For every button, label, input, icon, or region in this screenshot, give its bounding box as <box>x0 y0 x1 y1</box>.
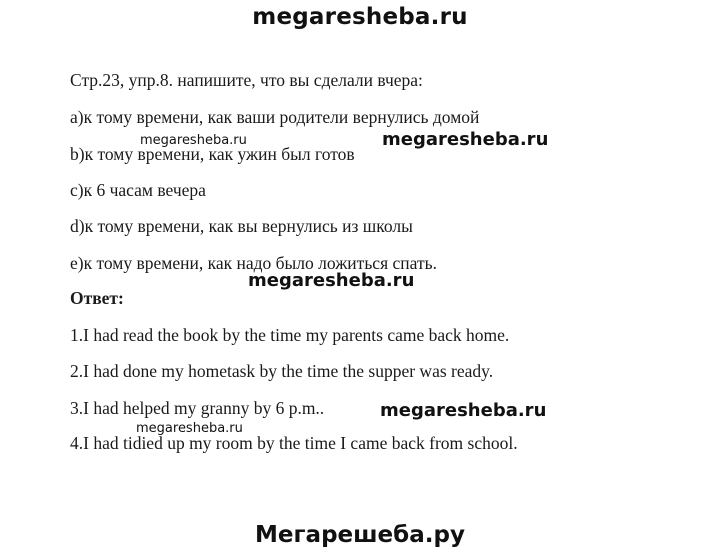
answer-heading: Ответ: <box>70 288 124 308</box>
task-item-b: b)к тому времени, как ужин был готов <box>70 144 355 164</box>
task-item-a: а)к тому времени, как ваши родители вернулись домой <box>70 107 480 127</box>
task-item-e: е)к тому времени, как надо было ложиться спать. <box>70 253 437 273</box>
task-title: Стр.23, упр.8. напишите, что вы сделали вчера: <box>70 70 423 90</box>
watermark-bold: megaresheba.ru <box>248 270 415 291</box>
site-footer-title: Мегарешеба.ру <box>255 522 465 548</box>
watermark-small: megaresheba.ru <box>136 421 243 436</box>
task-item-d: d)к тому времени, как вы вернулись из школы <box>70 216 413 236</box>
answer-line-3: 3.I had helped my granny by 6 p.m.. <box>70 398 325 418</box>
watermark-bold: megaresheba.ru <box>382 129 549 150</box>
site-header-title: megaresheba.ru <box>252 4 468 30</box>
task-item-c: с)к 6 часам вечера <box>70 180 206 200</box>
answer-line-4: 4.I had tidied up my room by the time I came back from school. <box>70 433 518 453</box>
answer-line-1: 1.I had read the book by the time my parents came back home. <box>70 325 510 345</box>
watermark-bold: megaresheba.ru <box>380 400 547 421</box>
watermark-small: megaresheba.ru <box>140 133 247 148</box>
answer-line-2: 2.I had done my hometask by the time the supper was ready. <box>70 361 494 381</box>
